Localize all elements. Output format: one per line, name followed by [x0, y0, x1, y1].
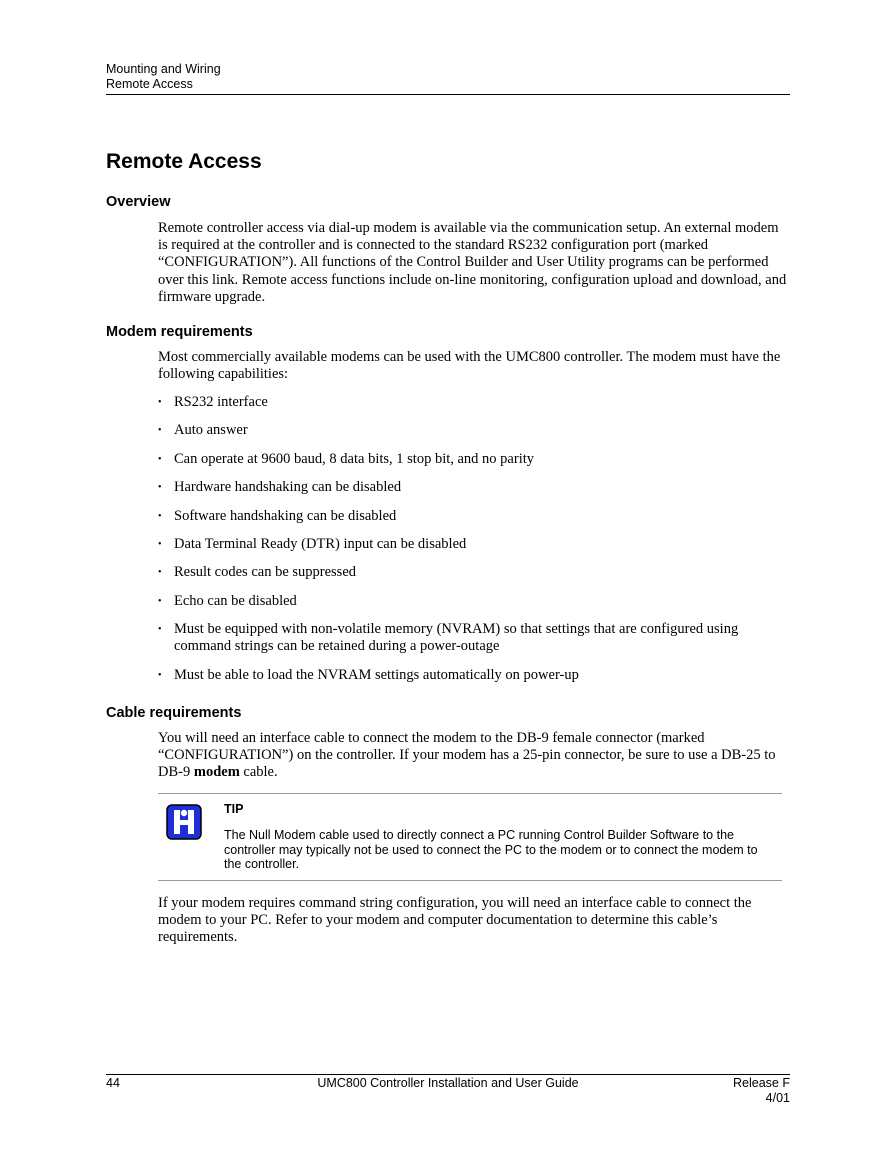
bullet-icon: •: [158, 425, 162, 437]
cable-requirements-heading: Cable requirements: [106, 705, 242, 721]
list-item: • Auto answer: [158, 422, 248, 439]
guide-title: UMC800 Controller Installation and User Guide: [317, 1076, 579, 1090]
tip-text: The Null Modem cable used to directly connect a PC running Control Builder Software to the controller may typically not be used to connect the PC to the modem or to connect the modem to the controller.: [224, 828, 758, 871]
tip-box: [158, 793, 782, 881]
header-section: Remote Access: [106, 77, 193, 91]
overview-paragraph: Remote controller access via dial-up modem is available via the communication setup. An external modem is required at the controller and is connected to the standard RS232 configuration port (marked “CONFIGURATION”). All functions of the Control Builder and User Utility programs can be performed over this link. Remote access functions include on-line monitoring, configuration upload and download, and firmware upgrade.: [158, 220, 787, 305]
list-item: • Can operate at 9600 baud, 8 data bits, 1 stop bit, and no parity: [158, 450, 535, 467]
info-icon: [166, 804, 202, 840]
list-item: • Data Terminal Ready (DTR) input can be disabled: [158, 535, 467, 552]
bullet-icon: •: [158, 482, 162, 494]
modem-emphasis: modem: [193, 764, 240, 781]
bullet-icon: •: [158, 453, 162, 465]
bullet-icon: •: [158, 595, 162, 607]
modem-capabilities-list: [158, 394, 790, 695]
cable-followup-paragraph: If your modem requires command string configuration, you will need an interface cable to connect the modem to your PC. Refer to your modem and computer documentation to determine this cable’s requirements.: [158, 895, 752, 946]
tip-label: TIP: [224, 802, 244, 816]
list-item: • RS232 interface: [158, 394, 268, 410]
page-number: 44: [106, 1076, 120, 1090]
release-label: Release F: [733, 1076, 790, 1090]
running-header: [106, 62, 790, 95]
list-item: • Result codes can be suppressed: [158, 564, 357, 581]
bullet-icon: •: [158, 567, 162, 579]
header-chapter: Mounting and Wiring: [106, 62, 221, 76]
bullet-icon: •: [158, 510, 162, 522]
list-item: • Must be equipped with non-volatile memory (NVRAM) so that settings that are configured using command strings can be retained during a power-outage: [158, 621, 739, 655]
modem-requirements-heading: Modem requirements: [106, 324, 253, 340]
modem-intro-paragraph: Most commercially available modems can be used with the UMC800 controller. The modem must have the following capabilities:: [158, 349, 781, 383]
overview-heading: Overview: [106, 194, 171, 210]
bullet-icon: •: [158, 624, 162, 636]
bullet-icon: •: [158, 538, 162, 550]
list-item: • Software handshaking can be disabled: [158, 507, 397, 524]
bullet-icon: •: [158, 397, 162, 408]
release-date: 4/01: [765, 1091, 790, 1105]
list-item: • Echo can be disabled: [158, 592, 297, 609]
page-title: Remote Access: [106, 150, 262, 173]
cable-paragraph: You will need an interface cable to connect the modem to the DB-9 female connector (marked “CONFIGURATION”) on the controller. If your modem has a 25-pin connector, be sure to use a DB-25 to DB-9 modem cable.: [158, 730, 776, 781]
page-footer: [106, 1074, 790, 1105]
list-item: • Must be able to load the NVRAM settings automatically on power-up: [158, 666, 579, 683]
release-info: [733, 1076, 790, 1106]
list-item: • Hardware handshaking can be disabled: [158, 479, 402, 496]
bullet-icon: •: [158, 669, 162, 681]
